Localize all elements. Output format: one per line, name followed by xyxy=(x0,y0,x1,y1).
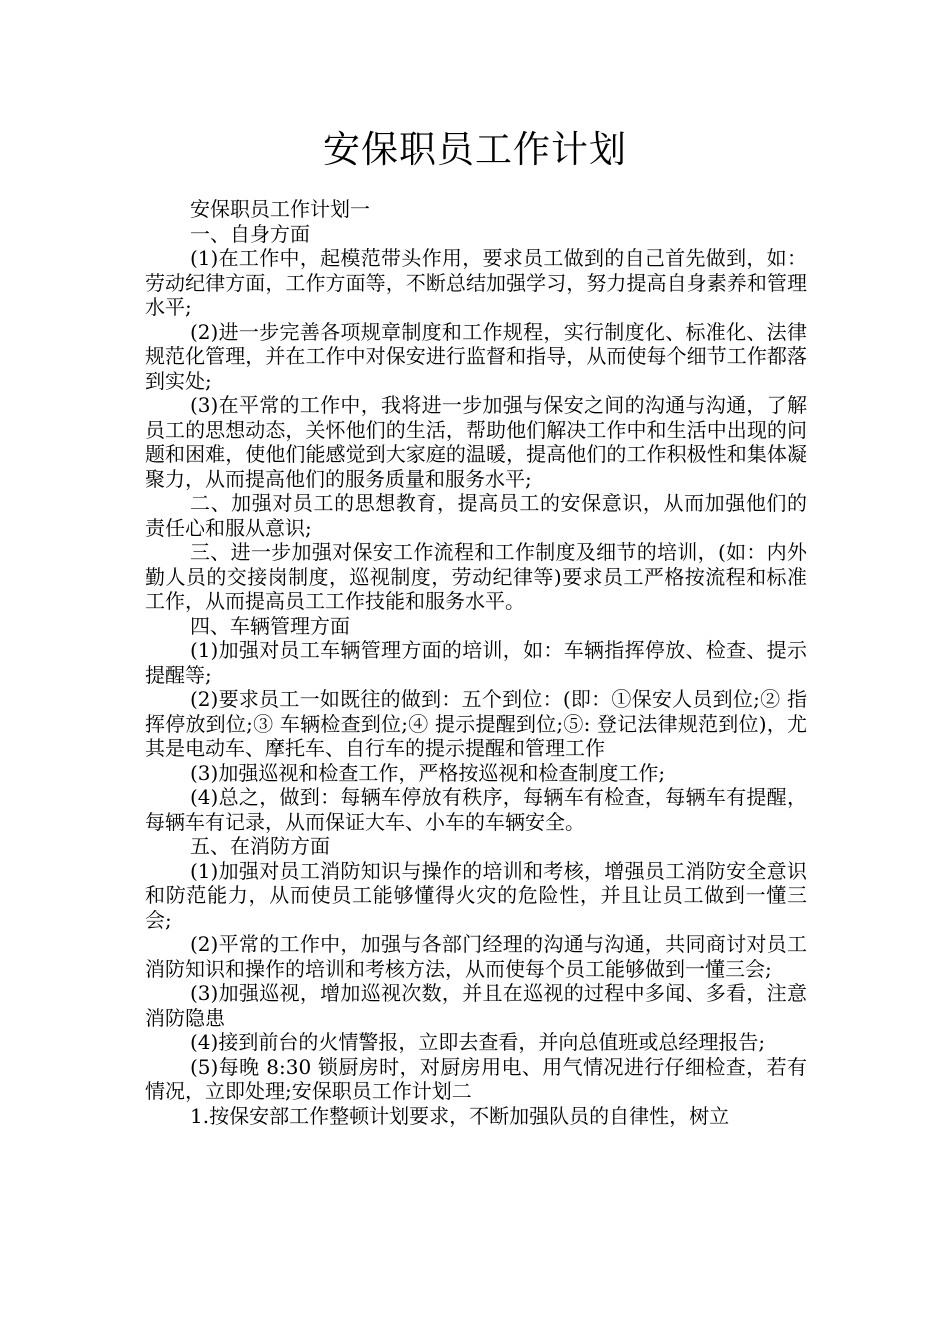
paragraph-plan-one-heading: 安保职员工作计划一 xyxy=(190,197,370,221)
document-title: 安保职员工作计划 xyxy=(323,128,627,171)
paragraph-section-vehicles: 四、车辆管理方面 xyxy=(190,613,350,638)
paragraph-fire-item-4: (4)接到前台的火情警报，立即去查看，并向总值班或总经理报告; xyxy=(190,1030,766,1054)
paragraph-section-fire: 五、在消防方面 xyxy=(190,834,330,858)
paragraph-section-training: 三、进一步加强对保安工作流程和工作制度及细节的培训，(如：内外勤人员的交接岗制度，巡视制度，劳动纪律等)要求员工严格按流程和标准工作，从而提高员工工作技能和服务水平。 xyxy=(145,540,807,613)
paragraph-section-education: 二、加强对员工的思想教育，提高员工的安保意识，从而加强他们的责任心和服从意识; xyxy=(145,491,807,540)
paragraph-fire-item-3: (3)加强巡视，增加巡视次数，并且在巡视的过程中多闻、多看，注意消防隐患 xyxy=(145,981,807,1030)
paragraph-fire-item-5: (5)每晚 8:30 锁厨房时，对厨房用电、用气情况进行仔细检查，若有情况，立即处理;安保职员工作计划二 xyxy=(145,1054,807,1103)
paragraph-fire-item-1: (1)加强对员工消防知识与操作的培训和考核，增强员工消防安全意识和防范能力，从而使员工能够懂得火灾的危险性，并且让员工做到一懂三会; xyxy=(145,858,807,932)
paragraph-self-item-3: (3)在平常的工作中，我将进一步加强与保安之间的沟通与沟通，了解员工的思想动态，关怀他们的生活，帮助他们解决工作中和生活中出现的问题和困难，使他们能感觉到大家庭的温暖，提高他们的工作积极性和集体凝聚力，从而提高他们的服务质量和服务水平; xyxy=(145,393,807,491)
paragraph-vehicles-item-2: (2)要求员工一如既往的做到：五个到位：(即：①保安人员到位;② 指挥停放到位;③ 车辆检查到位;④ 提示提醒到位;⑤: 登记法律规范到位)，尤其是电动车、摩托车、自行车的提示提醒和管理工作 xyxy=(145,687,807,760)
paragraph-section-self: 一、自身方面 xyxy=(190,221,310,246)
paragraph-vehicles-item-3: (3)加强巡视和检查工作，严格按巡视和检查制度工作; xyxy=(190,760,666,785)
paragraph-self-item-1: (1)在工作中，起模范带头作用，要求员工做到的自己首先做到，如：劳动纪律方面，工作方面等，不断总结加强学习，努力提高自身素养和管理水平; xyxy=(145,246,807,319)
paragraph-fire-item-2: (2)平常的工作中，加强与各部门经理的沟通与沟通，共同商讨对员工消防知识和操作的培训和考核方法，从而使每个员工能够做到一懂三会; xyxy=(145,932,807,981)
paragraph-vehicles-item-1: (1)加强对员工车辆管理方面的培训，如：车辆指挥停放、检查、提示提醒等; xyxy=(145,638,807,687)
paragraph-self-item-2: (2)进一步完善各项规章制度和工作规程，实行制度化、标准化、法律规范化管理，并在工作中对保安进行监督和指导，从而使每个细节工作都落到实处; xyxy=(145,319,807,393)
document-body xyxy=(145,197,807,1128)
paragraph-vehicles-item-4: (4)总之，做到：每辆车停放有秩序，每辆车有检查，每辆车有提醒，每辆车有记录，从而保证大车、小车的车辆安全。 xyxy=(145,785,807,834)
paragraph-plan-two-item-1: 1.按保安部工作整顿计划要求，不断加强队员的自律性，树立 xyxy=(190,1103,730,1128)
